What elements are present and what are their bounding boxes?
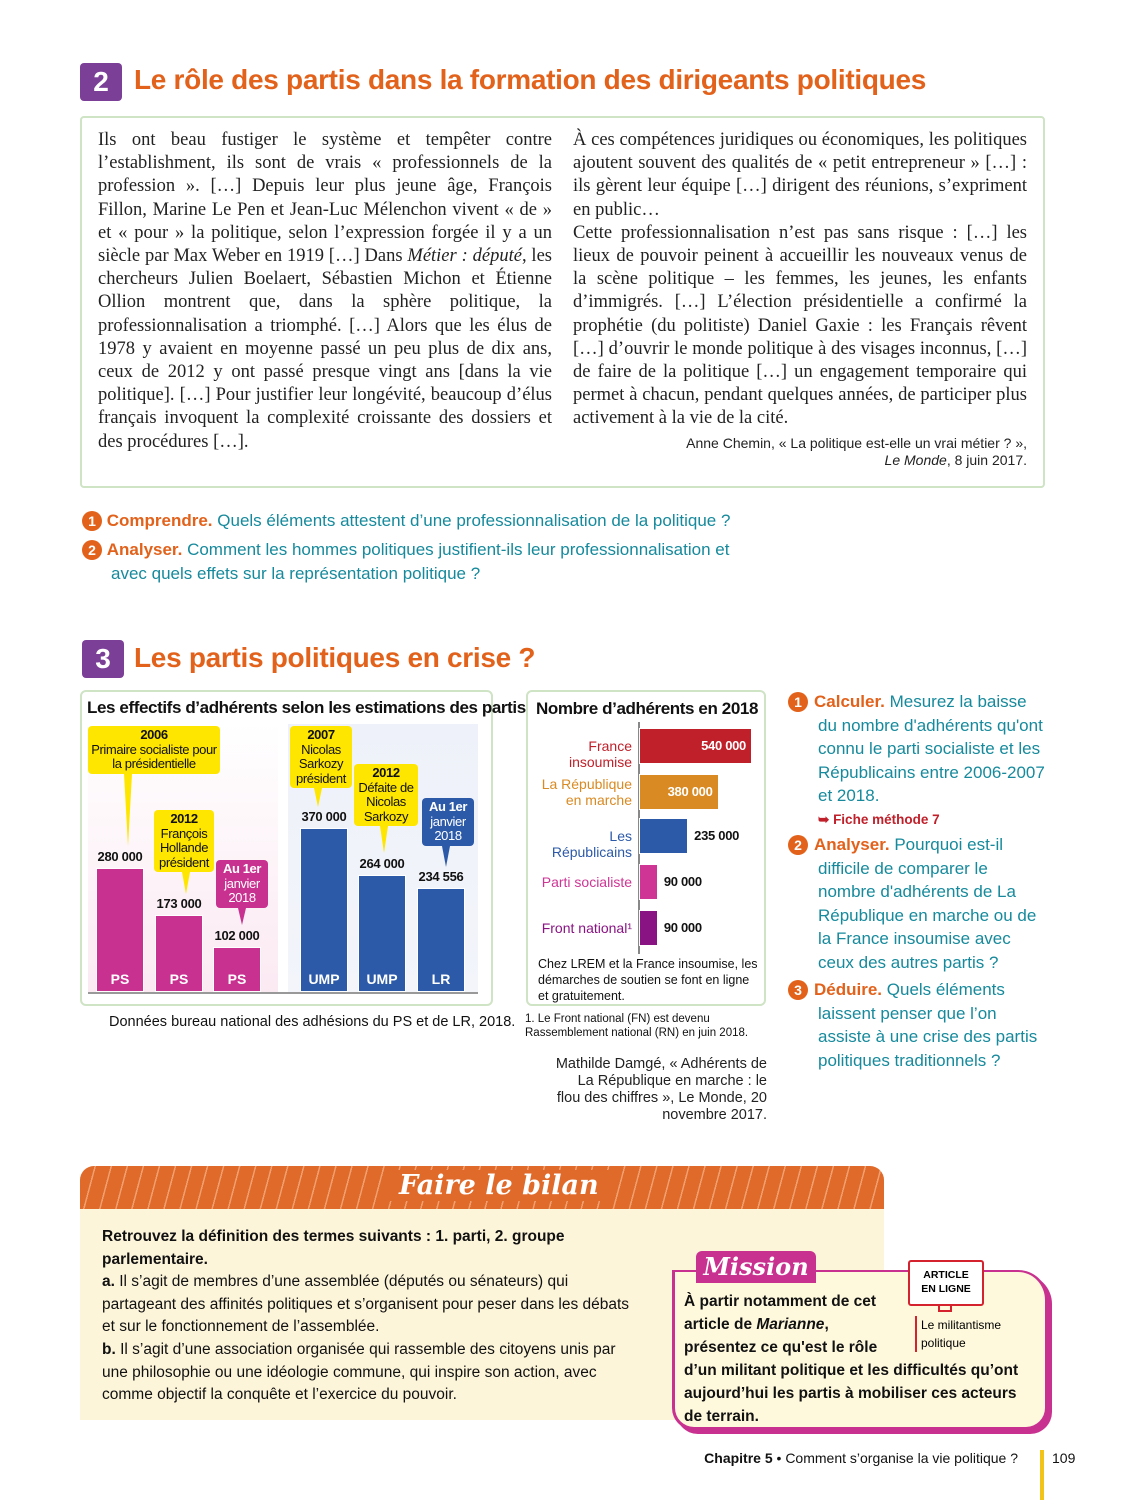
question-text: Mesurez la baisse du nombre d'adhérents qu'ont connu le parti socialiste et les Républicains entre 2006-2007 et 2018. — [818, 692, 1045, 805]
bar — [358, 875, 406, 992]
bar — [300, 828, 348, 992]
callout-pointer — [442, 846, 450, 867]
definition-b — [102, 1339, 632, 1407]
caption-text[interactable]: Le militantisme politique — [921, 1318, 1002, 1350]
bar-label: LR — [431, 970, 451, 987]
screen-label[interactable]: ARTICLE EN LIGNE — [921, 1269, 971, 1295]
bar-label: PS — [169, 970, 189, 987]
annotation-year: 2012 — [170, 811, 198, 826]
value-label: 235 000 — [694, 828, 740, 843]
callout-pointer — [124, 774, 132, 846]
page-number: 109 — [1052, 1450, 1076, 1466]
category-label: Front national¹ — [541, 920, 632, 936]
question-number: 1 — [82, 511, 102, 531]
chapter-number: Chapitre 5 — [704, 1450, 773, 1466]
page-rule — [1040, 1450, 1044, 1500]
question-label: Comprendre. — [106, 511, 213, 530]
question-3 — [788, 978, 1048, 1072]
annotation-callout — [422, 798, 474, 846]
chart-adherents-partis — [80, 690, 526, 1006]
section3-questions — [788, 690, 1048, 1072]
bar-label: UMP — [308, 971, 340, 987]
annotation-year: Au 1er — [428, 799, 468, 814]
bar — [639, 864, 658, 900]
annotation-text: janvier 2018 — [224, 875, 260, 905]
label: a. — [102, 1273, 115, 1291]
chart-note: Chez LREM et la France insoumise, les démarches de soutien se font en ligne et gratuitement. — [538, 957, 758, 1003]
annotation-year: 2012 — [372, 765, 400, 780]
value-label: 264 000 — [359, 855, 405, 871]
annotation-text: Défaite de Nicolas Sarkozy — [358, 779, 414, 824]
chart-title: Les effectifs d’adhérents selon les estimations des partis — [87, 698, 526, 717]
callout-pointer — [238, 908, 246, 925]
question-number: 2 — [788, 835, 808, 855]
callout-pointer — [380, 826, 388, 853]
question-2 — [788, 833, 1048, 974]
chart-adherents-2018 — [526, 690, 766, 1006]
annotation-text: François Hollande président — [159, 825, 209, 870]
value-label: 280 000 — [97, 848, 143, 864]
bar — [213, 947, 261, 992]
chart-source: Données bureau national des adhésions du PS et de LR, 2018. — [109, 1014, 516, 1030]
screen-caption[interactable] — [915, 1316, 1015, 1352]
screen-stand — [938, 1306, 952, 1312]
bilan-content — [102, 1226, 632, 1407]
section-number: 2 — [80, 63, 122, 101]
category-label: France insoumise — [568, 738, 632, 770]
bilan-title: Faire le bilan — [385, 1170, 613, 1201]
annotation-callout — [216, 860, 268, 908]
section-title: Les partis politiques en crise ? — [134, 642, 536, 673]
value-label: 540 000 — [701, 738, 746, 753]
value-label: 90 000 — [663, 920, 702, 935]
annotation-text: Primaire socialiste pour la présidentielle — [91, 741, 217, 771]
annotation-callout — [88, 726, 220, 774]
question-2 — [82, 538, 732, 585]
question-text: Pourquoi est-il difficile de comparer le nombre d'adhérents de La République en marche ou de la France insoumise avec ceux des autres partis ? — [818, 835, 1037, 972]
question-text: Comment les hommes politiques justifient-ils leur professionnalisation et avec quels effets sur la représentation politique ? — [111, 540, 730, 583]
chart-title: Nombre d’adhérents en 2018 — [536, 699, 759, 718]
callout-pointer — [182, 872, 190, 894]
question-label: Analyser. — [814, 835, 890, 854]
method-link[interactable]: ➥ Fiche méthode 7 — [818, 811, 940, 827]
label: b. — [102, 1340, 116, 1358]
text: , présentez ce qu'est le rôle d’un militant politique et les difficultés qu’ont aujourd’hui les partis à mobiliser ces acteurs de terrain. — [684, 1316, 1019, 1425]
annotation-year: Au 1er — [222, 861, 262, 876]
value-label: 380 000 — [667, 784, 713, 799]
value-label: 370 000 — [301, 809, 347, 824]
question-text: Quels éléments laissent penser que l’on assiste à une crise des partis politiques traditionnels ? — [818, 980, 1038, 1070]
text: À partir notamment de cet article de — [684, 1293, 877, 1333]
footer — [704, 1450, 1018, 1466]
bar-label: UMP — [366, 970, 398, 987]
annotation-text: Nicolas Sarkozy président — [296, 741, 346, 786]
section-title: Le rôle des partis dans la formation des dirigeants politiques — [134, 64, 927, 95]
source-journal: Le Monde — [884, 451, 947, 468]
method-link-label[interactable]: Fiche méthode 7 — [833, 811, 940, 827]
bar-label: PS — [227, 970, 247, 987]
bar — [417, 888, 465, 992]
question-number: 1 — [788, 692, 808, 712]
article-right-column — [573, 129, 1027, 469]
definition-text: Il s’agit d’une association organisée qui rassemble des citoyens unis par une philosophie ou une idéologie commune, qui inspire son action, avec comme objectif la conquête et l’exercice du pouvoir. — [102, 1340, 616, 1404]
question-1 — [82, 509, 782, 533]
value-label: 90 000 — [663, 874, 702, 889]
question-1 — [788, 690, 1048, 831]
annotation-year: 2006 — [140, 727, 168, 742]
annotation-callout — [290, 726, 352, 788]
question-label: Déduire. — [814, 980, 883, 999]
category-label: Parti socialiste — [541, 874, 632, 890]
section-number: 3 — [82, 640, 124, 678]
article-source — [573, 435, 1027, 469]
bar — [155, 915, 203, 992]
question-number: 3 — [788, 980, 808, 1000]
annotation-callout — [354, 764, 418, 826]
question-number: 2 — [82, 540, 102, 560]
chapter-title: • Comment s’organise la vie politique ? — [772, 1450, 1018, 1466]
question-label: Analyser. — [106, 540, 183, 559]
value-label: 173 000 — [156, 896, 202, 912]
footnote: 1. Le Front national (FN) est devenu Rassemblement national (RN) en juin 2018. — [525, 1013, 749, 1039]
definition-a — [102, 1271, 632, 1339]
bar-label: PS — [110, 970, 130, 987]
bar — [96, 868, 144, 992]
annotation-callout — [154, 810, 214, 872]
paragraph: Cette professionnalisation n’est pas sans risque : […] les lieux de pouvoir peinent à accueillir les nouveaux venus de la scène politique – les femmes, les jeunes, les enfants d’immigrés. […] L’élection présidentielle a confirmé la prophétie (du politiste) Daniel Gaxie : les Français rêvent […] d’ouvrir le monde politique à des visages inconnus, […] de faire de la politique […] un engagement temporaire qui permet à chacun, pendant quelques années, de participer plus activement à la vie de la cité. — [573, 222, 1027, 429]
annotation-year: 2007 — [307, 727, 335, 742]
question-label: Calculer. — [814, 692, 885, 711]
question-text: Quels éléments attestent d’une professionnalisation de la politique ? — [217, 511, 731, 530]
value-label: 102 000 — [214, 927, 260, 943]
annotation-text: janvier 2018 — [430, 813, 466, 843]
paragraph: À ces compétences juridiques ou économiques, les politiques ajoutent souvent des qualités de « petit entrepreneur » […] : ils gèrent leur équipe […] dirigent des réunions, s’expriment en public… — [573, 130, 1027, 220]
category-label: La République en marche — [541, 776, 632, 808]
mission-title: Mission — [696, 1251, 816, 1283]
chart-source: Mathilde Damgé, « Adhérents de La République en marche : le flou des chiffres », Le Monde, 20 novembre 2017. — [555, 1056, 767, 1123]
value-label: 234 556 — [418, 869, 464, 885]
bar — [639, 818, 688, 854]
baseline — [88, 992, 478, 994]
bilan-intro: Retrouvez la définition des termes suivants : 1. parti, 2. groupe parlementaire. — [102, 1228, 565, 1268]
mission-text — [684, 1290, 1034, 1428]
definition-text: Il s’agit de membres d’une assemblée (députés ou sénateurs) qui partageant des affinités politiques et s’organisent pour peser dans les débats et sur le fonctionnement de l’assemblée. — [102, 1273, 630, 1336]
source-line: Anne Chemin, « La politique est-elle un vrai métier ? », — [686, 434, 1027, 451]
source-date: , 8 juin 2017. — [946, 451, 1027, 468]
bar — [639, 910, 658, 946]
journal-name: Marianne — [756, 1316, 825, 1333]
article-left-column: Ils ont beau fustiger le système et tempêter contre l’establishment, ils sont de vrais « professionnels de la profession ». […] Depuis leur plus jeune âge, François Fillon, Marine Le Pen et Jean-Luc Mélenchon vivent « de » et « pour » la politique, selon l’expression forgée il y a un siècle par Max Weber en 1919 […] Dans Métier : député, les chercheurs Julien Boelaert, Sébastien Michon et Étienne Ollion montrent que, dans la sphère politique, la professionnalisation a triomphé. […] Alors que les élus de 1978 y avaient en moyenne passé un peu plus de dix ans, ceux de 2012 y ont passé presque vingt ans [dans la vie politique]. […] Pour justifier leur longévité, beaucoup d’élus français invoquent la complexité croissante des dossiers et des procédures […]. — [98, 130, 552, 452]
callout-pointer — [314, 788, 322, 807]
online-article-screen[interactable] — [908, 1260, 984, 1306]
category-label: Les Républicains — [551, 828, 632, 860]
